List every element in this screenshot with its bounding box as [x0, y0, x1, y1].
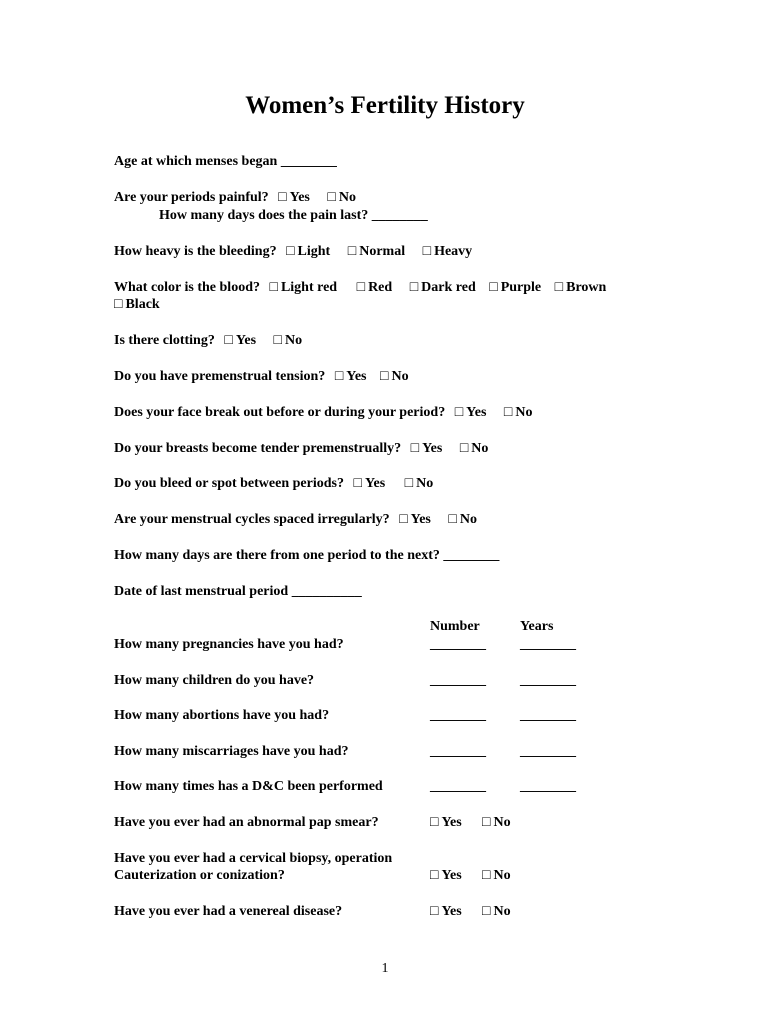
option-yes[interactable] — [353, 475, 385, 492]
checkbox-icon[interactable]: □ — [347, 244, 357, 259]
checkbox-icon[interactable]: □ — [356, 280, 366, 295]
question-label: How many days does the pain last? — [159, 208, 369, 223]
option-yes[interactable] — [411, 440, 443, 457]
option-normal[interactable] — [348, 243, 405, 260]
question-label: Do you bleed or spot between periods? — [114, 476, 344, 491]
checkbox-icon[interactable]: □ — [286, 244, 295, 259]
option-label: Light red — [280, 280, 338, 295]
checkbox-icon[interactable]: □ — [482, 904, 491, 919]
checkbox-icon[interactable]: □ — [278, 190, 287, 205]
checkbox-icon[interactable]: □ — [224, 333, 233, 348]
option-label: Normal — [359, 244, 406, 259]
question-breasts-tender — [114, 440, 488, 457]
question-miscarriages: How many miscarriages have you had? — [114, 744, 349, 759]
option-label: Yes — [364, 476, 386, 491]
checkbox-icon[interactable]: □ — [422, 244, 432, 259]
option-label: Yes — [466, 405, 487, 420]
checkbox-icon[interactable]: □ — [489, 280, 498, 295]
option-no[interactable] — [482, 867, 511, 884]
checkbox-icon[interactable]: □ — [409, 280, 419, 295]
question-children: How many children do you have? — [114, 673, 315, 688]
question-cycles-irregular — [114, 511, 477, 528]
option-label: Yes — [441, 868, 462, 883]
option-brown[interactable] — [555, 279, 607, 296]
question-label: Do your breasts become tender premenstrually? — [114, 441, 402, 456]
checkbox-icon[interactable]: □ — [399, 512, 408, 527]
question-label: Are your periods painful? — [114, 190, 269, 205]
option-yes[interactable] — [335, 368, 367, 385]
question-label: What color is the blood? — [114, 280, 260, 295]
abortions-years-blank[interactable]: ________ — [520, 708, 576, 723]
answer-blank[interactable]: ________ — [280, 154, 337, 169]
checkbox-icon[interactable]: □ — [554, 280, 564, 295]
option-label: Yes — [346, 369, 367, 384]
option-label: No — [338, 190, 356, 205]
question-label: Does your face break out before or during your period? — [114, 405, 446, 420]
option-label: No — [416, 476, 434, 491]
checkbox-icon[interactable]: □ — [410, 441, 420, 456]
page-number: 1 — [381, 961, 389, 976]
checkbox-icon[interactable]: □ — [327, 190, 336, 205]
column-header-number: Number — [430, 619, 480, 634]
checkbox-icon[interactable]: □ — [273, 333, 283, 348]
question-label: Do you have premenstrual tension? — [114, 369, 326, 384]
option-label: No — [493, 904, 511, 919]
checkbox-icon[interactable]: □ — [482, 868, 491, 883]
question-label: How heavy is the bleeding? — [114, 244, 277, 259]
option-no[interactable] — [482, 814, 511, 831]
question-dc: How many times has a D&C been performed — [114, 779, 383, 794]
abortions-number-blank[interactable]: ________ — [430, 708, 486, 723]
checkbox-icon[interactable]: □ — [430, 815, 439, 830]
option-no[interactable] — [274, 332, 303, 349]
question-pain-days — [159, 207, 428, 224]
question-label: How many days are there from one period to the next? — [114, 548, 440, 563]
option-label: No — [285, 333, 303, 348]
option-yes[interactable] — [399, 511, 431, 528]
question-clotting — [114, 332, 302, 349]
dc-years-blank[interactable]: ________ — [520, 779, 576, 794]
checkbox-icon[interactable]: □ — [334, 369, 344, 384]
question-premenstrual-tension — [114, 368, 409, 385]
question-blood-color-cont — [114, 296, 160, 313]
children-years-blank[interactable]: ________ — [520, 673, 576, 688]
question-cervical-biopsy-line2: Cauterization or conization? — [114, 868, 285, 883]
answer-blank[interactable]: ________ — [371, 208, 428, 223]
question-blood-color — [114, 279, 606, 296]
option-label: Heavy — [434, 244, 473, 259]
question-venereal-disease: Have you ever had a venereal disease? — [114, 904, 343, 919]
option-label: Red — [368, 280, 393, 295]
checkbox-icon[interactable]: □ — [503, 405, 513, 420]
option-no[interactable] — [327, 189, 356, 206]
option-no[interactable] — [448, 511, 477, 528]
option-no[interactable] — [482, 903, 511, 920]
option-black[interactable] — [114, 296, 160, 313]
option-label: Purple — [500, 280, 542, 295]
option-label: Yes — [422, 441, 443, 456]
miscarriages-years-blank[interactable]: ________ — [520, 744, 576, 759]
question-abortions: How many abortions have you had? — [114, 708, 330, 723]
option-yes[interactable] — [430, 814, 462, 831]
option-label: No — [493, 815, 511, 830]
checkbox-icon[interactable]: □ — [448, 512, 457, 527]
option-label: No — [471, 441, 489, 456]
option-yes[interactable] — [430, 903, 462, 920]
option-label: No — [459, 512, 477, 527]
question-days-between — [114, 547, 499, 564]
option-light-red[interactable] — [269, 279, 337, 296]
answer-blank[interactable]: ________ — [443, 548, 500, 563]
option-yes[interactable] — [455, 404, 487, 421]
miscarriages-number-blank[interactable]: ________ — [430, 744, 486, 759]
question-label: Age at which menses began — [114, 154, 278, 169]
option-label: Brown — [566, 280, 607, 295]
option-label: Yes — [289, 190, 310, 205]
checkbox-icon[interactable]: □ — [353, 476, 362, 491]
question-bleed-spot — [114, 475, 433, 492]
question-last-period — [114, 583, 362, 600]
question-pregnancies: How many pregnancies have you had? — [114, 637, 344, 652]
option-label: Yes — [235, 333, 257, 348]
option-heavy[interactable] — [423, 243, 473, 260]
checkbox-icon[interactable]: □ — [430, 868, 439, 883]
checkbox-icon[interactable]: □ — [269, 280, 278, 295]
children-number-blank[interactable]: ________ — [430, 673, 486, 688]
checkbox-icon[interactable]: □ — [404, 476, 414, 491]
dc-number-blank[interactable]: ________ — [430, 779, 486, 794]
question-pap-smear: Have you ever had an abnormal pap smear? — [114, 815, 379, 830]
checkbox-icon[interactable]: □ — [114, 297, 123, 312]
question-label: Is there clotting? — [114, 333, 215, 348]
checkbox-icon[interactable]: □ — [459, 441, 469, 456]
option-no[interactable] — [405, 475, 434, 492]
question-menses-age — [114, 153, 337, 170]
option-red[interactable] — [357, 279, 393, 296]
pregnancies-number-blank[interactable]: ________ — [430, 637, 486, 652]
option-no[interactable] — [504, 404, 533, 421]
option-no[interactable] — [380, 368, 409, 385]
option-no[interactable] — [460, 440, 489, 457]
pregnancies-years-blank[interactable]: ________ — [520, 637, 576, 652]
option-label: Black — [125, 297, 160, 312]
option-yes[interactable] — [278, 189, 310, 206]
option-yes[interactable] — [430, 867, 462, 884]
checkbox-icon[interactable]: □ — [430, 904, 439, 919]
checkbox-icon[interactable]: □ — [380, 369, 389, 384]
option-label: Yes — [410, 512, 431, 527]
answer-blank[interactable]: __________ — [291, 584, 362, 599]
checkbox-icon[interactable]: □ — [454, 405, 464, 420]
option-dark-red[interactable] — [410, 279, 476, 296]
question-label: Date of last menstrual period — [114, 584, 289, 599]
question-label: Are your menstrual cycles spaced irregularly? — [114, 512, 390, 527]
option-label: Light — [297, 244, 331, 259]
option-label: Dark red — [421, 280, 476, 295]
option-purple[interactable] — [489, 279, 541, 296]
column-header-years: Years — [520, 619, 554, 634]
option-label: Yes — [441, 815, 462, 830]
option-yes[interactable] — [224, 332, 256, 349]
page-title: Women’s Fertility History — [245, 92, 525, 119]
option-label: No — [515, 405, 533, 420]
question-cervical-biopsy-line1: Have you ever had a cervical biopsy, operation — [114, 851, 393, 866]
checkbox-icon[interactable]: □ — [482, 815, 491, 830]
option-label: No — [391, 369, 409, 384]
option-label: Yes — [441, 904, 462, 919]
question-face-breakout — [114, 404, 533, 421]
question-bleeding-heavy — [114, 243, 472, 260]
option-light[interactable] — [286, 243, 330, 260]
option-label: No — [493, 868, 511, 883]
question-periods-painful — [114, 189, 356, 206]
